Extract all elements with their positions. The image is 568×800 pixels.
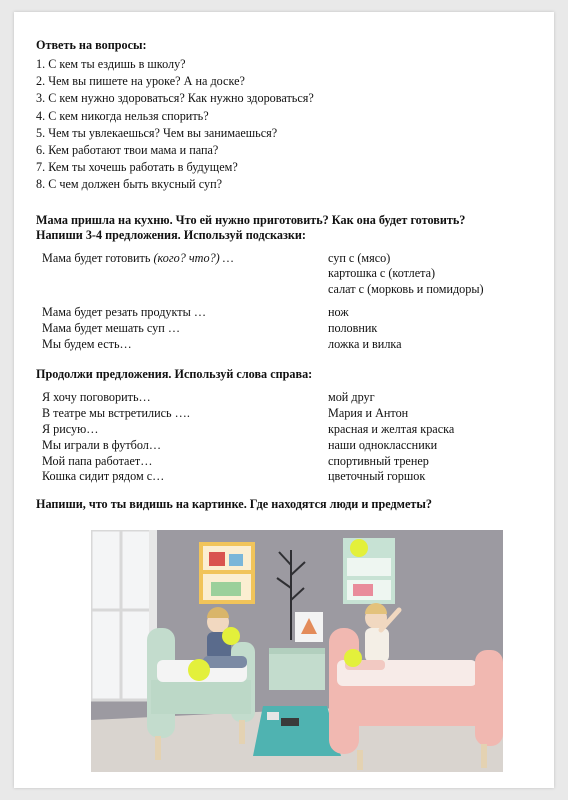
- question-8: 8. С чем должен быть вкусный суп?: [36, 177, 222, 192]
- sentence-row: [36, 390, 540, 406]
- section4-heading: Напиши, что ты видишь на картинке. Где находятся люди и предметы?: [36, 497, 432, 512]
- sentence-word: спортивный тренер: [328, 453, 429, 468]
- hint-left-cook: Мама будет готовить: [42, 250, 151, 265]
- hint-row-potato: [36, 266, 540, 282]
- sentence-row: [36, 438, 540, 454]
- hint-right-soup: суп с (мясо): [328, 250, 391, 265]
- hint-row: [36, 305, 540, 321]
- question-2: 2. Чем вы пишете на уроке? А на доске?: [36, 74, 245, 89]
- kids-bedroom-illustration: [91, 530, 503, 772]
- sentence-word: мой друг: [328, 390, 375, 405]
- section3-heading: Продолжи предложения. Используй слова справа:: [36, 367, 313, 382]
- hint-right: половник: [328, 320, 378, 335]
- sentence-word: наши одноклассники: [328, 437, 438, 452]
- hint-row: [36, 321, 540, 337]
- section2-heading-line2: Напиши 3-4 предложения. Используй подсказки:: [36, 227, 306, 242]
- kids-bedroom-photo: [91, 530, 503, 772]
- question-6: 6. Кем работают твои мама и папа?: [36, 143, 219, 158]
- question-1: 1. С кем ты ездишь в школу?: [36, 57, 186, 71]
- nightstand: [269, 652, 325, 690]
- hint-right: нож: [328, 305, 349, 320]
- hint-right-potato: картошка с (котлета): [328, 266, 436, 281]
- sentence-start: Я хочу поговорить…: [42, 390, 151, 405]
- section2-heading-line1: Мама пришла на кухню. Что ей нужно приготовить? Как она будет готовить?: [36, 212, 466, 227]
- question-7: 7. Кем ты хочешь работать в будущем?: [36, 160, 238, 175]
- sentence-start: Мой папа работает…: [42, 453, 153, 468]
- sentence-start: В театре мы встретились ….: [42, 406, 190, 421]
- hint-question: (кого? что?) …: [153, 250, 234, 265]
- question-4: 4. С кем никогда нельзя спорить?: [36, 108, 209, 123]
- sentence-word: красная и желтая краска: [328, 422, 455, 436]
- sentence-start: Мы играли в футбол…: [42, 437, 162, 452]
- hint-left: Мама будет резать продукты …: [42, 305, 207, 320]
- hint-row-cook: [36, 251, 540, 267]
- hint-row-salad: [36, 282, 540, 298]
- hint-left: Мы будем есть…: [42, 336, 132, 351]
- sentence-word: Мария и Антон: [328, 406, 409, 421]
- sentence-row: [36, 422, 540, 438]
- balloon: [350, 539, 368, 557]
- hint-left: Мама будет мешать суп …: [42, 320, 181, 335]
- hint-right-salad: салат с (морковь и помидоры): [328, 282, 484, 297]
- hint-right: ложка и вилка: [328, 336, 402, 351]
- hint-row: [36, 337, 540, 353]
- rug: [253, 706, 341, 756]
- balloon: [188, 659, 210, 681]
- worksheet-page: [14, 12, 554, 788]
- sentence-row: [36, 454, 540, 470]
- worksheet-content: [36, 38, 540, 512]
- balloon: [344, 649, 362, 667]
- question-5: 5. Чем ты увлекаешься? Чем вы занимаешься?: [36, 125, 278, 140]
- balloon: [222, 627, 240, 645]
- sentence-row: [36, 406, 540, 422]
- sentence-start: Кошка сидит рядом с…: [42, 469, 165, 484]
- sentence-row: [36, 469, 540, 485]
- toy-on-rug: [267, 712, 279, 720]
- shelf-left: [199, 542, 255, 604]
- toy-on-rug: [281, 718, 299, 726]
- sentence-word: цветочный горшок: [328, 469, 426, 484]
- question-3: 3. С кем нужно здороваться? Как нужно здороваться?: [36, 91, 314, 106]
- section1-heading: Ответь на вопросы:: [36, 38, 147, 52]
- sentence-start: Я рисую…: [42, 422, 99, 436]
